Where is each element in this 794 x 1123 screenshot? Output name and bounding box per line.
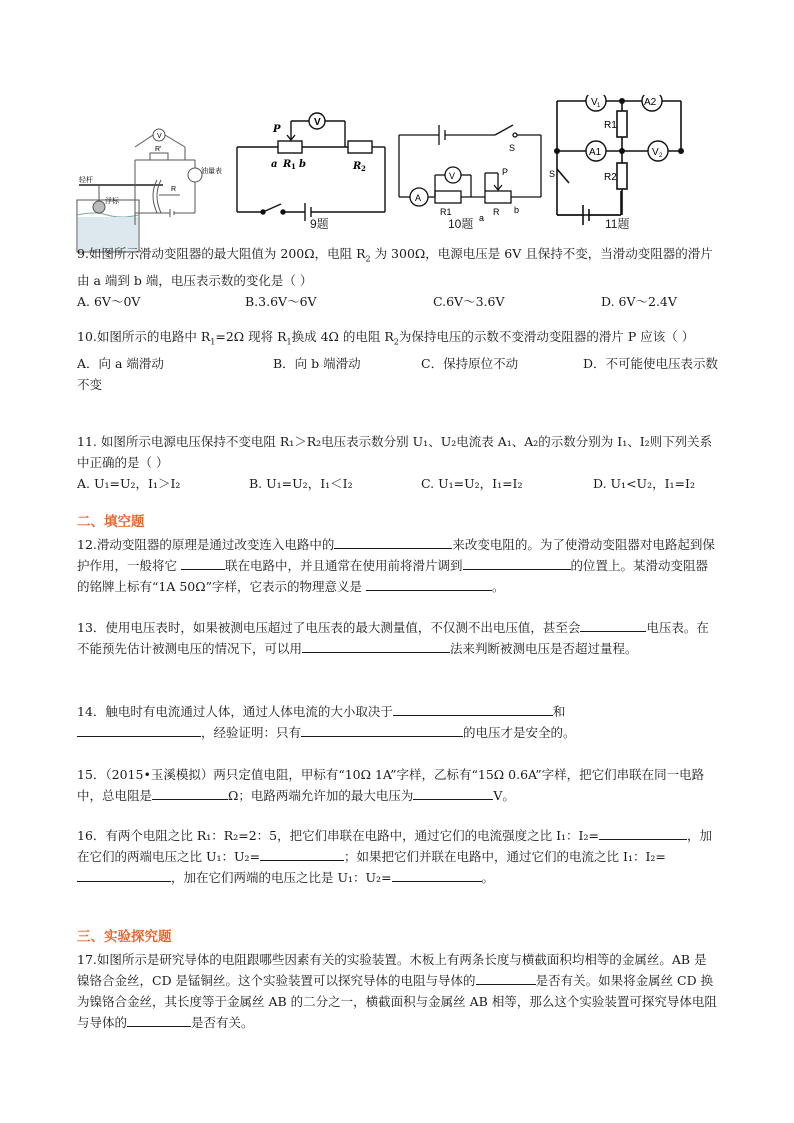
fig11-a1-label: A1 (589, 147, 602, 158)
q17-p3: 是否有关。 (191, 1015, 254, 1030)
q14-blank-1[interactable] (393, 701, 553, 716)
q13-blank-1[interactable] (580, 617, 646, 632)
q12-p3: 联在电路中，并且通常在使用前将滑片调到 (224, 558, 463, 573)
q12-blank-1[interactable] (334, 534, 452, 549)
q9-option-a[interactable]: A. 6V～0V (77, 293, 141, 309)
q12-blank-4[interactable] (366, 576, 492, 591)
q10-text-a: 10.如图所示的电路中 R (77, 329, 211, 344)
q9-text-a: 9.如图所示滑动变阻器的最大阻值为 200Ω，电阻 R (77, 246, 366, 261)
fig11-v1-sub: 1 (597, 103, 601, 109)
figures-row (75, 95, 695, 235)
fig9-v-label: V (314, 117, 321, 128)
fig8-rprime-label: R' (155, 146, 162, 153)
q17-blank-1[interactable] (476, 970, 536, 985)
fig10-voltmeter-label: V (449, 171, 456, 181)
q16-p4: ，加在它们两端的电压之比是 U₁：U₂= (171, 870, 392, 885)
q9-option-c[interactable]: C.6V～3.6V (433, 293, 505, 309)
question-14 (77, 701, 719, 743)
q10-option-c[interactable]: C．保持原位不动 (421, 355, 519, 371)
fig9-a-label: a (271, 159, 278, 170)
fig9-r2-label: R (353, 161, 362, 172)
q13-p1: 13．使用电压表时，如果被测电压超过了电压表的最大测量值，不仅测不出电压值，甚至会 (77, 620, 581, 635)
q10-text-b: =2Ω 现将 R (215, 329, 287, 344)
question-16 (77, 825, 719, 888)
fig11-a2-label: A2 (644, 97, 657, 108)
fig8-gauge-label: 油量表 (201, 168, 222, 175)
q10-option-d[interactable]: D．不可能使电压表示数不变 (77, 355, 719, 392)
q10-option-b[interactable]: B．向 b 端滑动 (273, 355, 361, 371)
q10-sub1: 1 (210, 337, 216, 347)
q10-option-a[interactable]: A．向 a 端滑动 (77, 355, 164, 371)
q10-sub1b: 1 (286, 337, 292, 347)
fig9-r1-sub: 1 (291, 162, 296, 171)
fig11-r2-label: R2 (604, 172, 617, 183)
circuit-figure-10 (395, 113, 555, 248)
fig11-s-label: S (549, 169, 556, 179)
q12-p4: 的位置上。某滑动变阻器的铭牌上标有“1A 50Ω”字样，它表示的物理意义是 (77, 558, 709, 594)
q10-sub2: 2 (393, 337, 399, 347)
q11-text: 11. 如图所示电源电压保持不变电阻 R₁＞R₂电压表示数分别 U₁、U₂电流表 A₁、A₂的示数分别为 I₁、I₂则下列关系中正确的是（ ） (77, 434, 713, 470)
fig10-b-end-label: b (514, 205, 520, 215)
question-9 (77, 243, 719, 312)
q12-p2: 来改变电阻的。为了使滑动变阻器对电路起到保护作用，一般将它 (77, 537, 715, 573)
q11-option-c[interactable]: C. U₁=U₂，I₁=I₂ (421, 476, 523, 491)
question-10 (77, 326, 719, 395)
q14-p1: 14．触电时有电流通过人体，通过人体电流的大小取决于 (77, 704, 393, 719)
q12-blank-2[interactable] (181, 555, 225, 570)
oil-gauge-figure (75, 125, 225, 255)
q9-option-d[interactable]: D. 6V～2.4V (601, 293, 677, 309)
section-experiment-heading: 三、实验探究题 (77, 929, 172, 945)
fig10-s-label: S (509, 143, 516, 153)
q15-p3: V。 (493, 788, 515, 803)
fig8-v-label: V (157, 133, 162, 140)
fig8-r-label: R (171, 186, 177, 193)
q11-option-d[interactable]: D. U₁<U₂，I₁=I₂ (593, 476, 695, 491)
question-12 (77, 534, 719, 597)
q14-blank-2[interactable] (77, 722, 201, 737)
q15-p1: 15．（2015•玉溪模拟）两只定值电阻，甲标有“10Ω 1A”字样，乙标有“15Ω 0.6A”字样，把它们串联在同一电路中，总电阻是 (77, 767, 705, 803)
question-15 (77, 764, 719, 806)
q13-p3: 法来判断被测电压是否超过量程。 (450, 641, 638, 656)
q15-p2: Ω；电路两端允许加的最大电压为 (228, 788, 414, 803)
fig10-r-label: R (493, 207, 500, 217)
q16-p2: ，加在它们的两端电压之比 U₁：U₂= (77, 828, 712, 864)
q17-p2: 是否有关。如果将金属丝 CD 换为镍铬合金丝，其长度等于金属丝 AB 的二分之一，横截面积与金属丝 AB 相等，那么这个实验装置可探究导体电阻与导体的 (77, 973, 717, 1030)
q9-option-b[interactable]: B.3.6V～6V (245, 293, 317, 309)
fig10-p-label: P (502, 167, 509, 177)
fig9-p-label: P (273, 124, 281, 135)
q16-blank-1[interactable] (599, 825, 687, 840)
fig10-r1-label: R1 (440, 207, 452, 217)
question-13 (77, 617, 719, 659)
section-fill-in-heading: 二、填空题 (77, 514, 145, 530)
figure-10-caption: 10题 (448, 217, 474, 231)
fig9-r2-sub: 2 (361, 164, 366, 173)
q12-p1: 12.滑动变阻器的原理是通过改变连入电路中的 (77, 537, 335, 552)
q16-p5: 。 (481, 870, 495, 885)
q14-p3: ，经验证明：只有 (201, 725, 302, 740)
fig11-v2-sub: 2 (659, 153, 663, 159)
q9-sub: 2 (365, 254, 371, 264)
q15-blank-2[interactable] (413, 785, 493, 800)
fig11-v2-label: V (652, 147, 659, 158)
q13-p2: 电压表。在不能预先估计被测电压的情况下，可以用 (77, 620, 709, 656)
fig11-r1-label: R1 (604, 120, 617, 131)
question-11 (77, 431, 719, 494)
q11-option-b[interactable]: B. U₁=U₂，I₁＜I₂ (249, 476, 353, 491)
q11-option-a[interactable]: A. U₁=U₂，I₁＞I₂ (77, 476, 181, 491)
q14-p2: 和 (552, 704, 566, 719)
circuit-figure-11 (549, 95, 689, 230)
question-17 (77, 949, 719, 1033)
fig8-lever-label: 轻杆 (79, 177, 93, 184)
figure-9-caption: 9题 (310, 217, 329, 231)
q10-text-d: 为保持电压的示数不变滑动变阻器的滑片 P 应该（ ） (398, 329, 695, 344)
fig9-b-label: b (299, 159, 306, 170)
q15-blank-1[interactable] (152, 785, 228, 800)
q14-p4: 的电压才是安全的。 (463, 725, 576, 740)
q9-text-b: 为 300Ω，电源电压是 6V 且保持不变，当滑动变阻器的滑片由 a 端到 b 端，电压表示数的变化是（ ） (77, 246, 713, 288)
q16-blank-2[interactable] (260, 846, 344, 861)
q16-p3: ；如果把它们并联在电路中，通过它们的电流之比 I₁：I₂= (344, 849, 666, 864)
fig10-ammeter-label: A (415, 193, 422, 203)
q17-p1: 17.如图所示是研究导体的电阻跟哪些因素有关的实验装置。木板上有两条长度与横截面积均相等的金属丝。AB 是镍铬合金丝，CD 是锰铜丝。这个实验装置可以探究导体的电阻与导体的 (77, 952, 707, 988)
q17-blank-2[interactable] (127, 1012, 191, 1027)
q12-blank-3[interactable] (463, 555, 571, 570)
fig10-a-end-label: a (479, 213, 485, 223)
fig9-r1-label: R (283, 159, 292, 170)
q13-blank-2[interactable] (302, 638, 450, 653)
q16-blank-3[interactable] (77, 867, 171, 882)
fig8-float-label: 浮标 (105, 198, 119, 205)
q16-p1: 16．有两个电阻之比 R₁：R₂=2：5，把它们串联在电路中，通过它们的电流强度之比 I₁：I₂= (77, 828, 599, 843)
q12-p5: 。 (491, 579, 505, 594)
q14-blank-3[interactable] (301, 722, 463, 737)
fig11-v1-label: V (591, 97, 598, 108)
q10-text-c: 换成 4Ω 的电阻 R (291, 329, 394, 344)
q16-blank-4[interactable] (392, 867, 482, 882)
figure-11-caption: 11题 (605, 217, 630, 231)
